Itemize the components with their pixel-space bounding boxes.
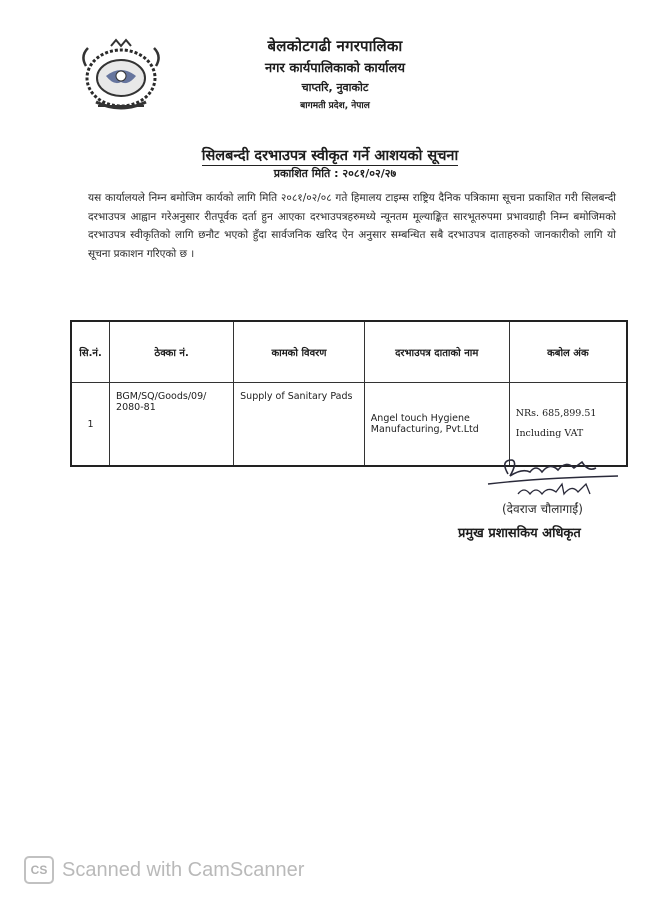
cell-description: Supply of Sanitary Pads <box>234 383 365 467</box>
published-date: प्रकाशित मिति : २०८१/०२/२७ <box>273 167 397 180</box>
notice-body: यस कार्यालयले निम्न बमोजिम कार्यको लागि मिति २०८१/०२/०८ गते हिमालय टाइम्स राष्ट्रिय दैनिक पत्रिकामा सूचना प्रकाशित गरी सिलबन्दी दरभाउपत्र आह्वान गरेअनुसार रीतपूर्वक दर्ता हुन आएका दरभाउपत्रहरुमध्ये न्यूनतम मूल्याङ्कित सारभूतरुपमा प्रभावग्राही निम्न बमोजिमको दरभाउपत्र स्वीकृतिको लागि छनौट भएको हुँदा सार्वजनिक खरिद ऐन अनुसार सम्बन्धित सबै दरभाउपत्र दाताहरुको जानकारीको लागि यो सूचना प्रकाशन गरिएको छ । <box>88 192 616 260</box>
signatory-designation: प्रमुख प्रशासकिय अधिकृत <box>458 526 581 541</box>
col-header-amount: कबोल अंक <box>509 321 627 383</box>
amount-note: Including VAT <box>515 428 584 439</box>
municipality-name: बेलकोटगढी नगरपालिका <box>267 37 403 55</box>
camscanner-logo-icon: CS <box>24 856 54 884</box>
province-name: बागमती प्रदेश, नेपाल <box>300 101 370 111</box>
col-header-sn: सि.नं. <box>71 321 110 383</box>
office-address: चाप्तरि, नुवाकोट <box>301 81 369 94</box>
camscanner-watermark <box>24 856 304 884</box>
bid-table <box>70 320 628 467</box>
notice-title <box>150 145 510 165</box>
col-header-description: कामको विवरण <box>234 321 365 383</box>
nepal-emblem-icon <box>76 36 166 114</box>
cell-bidder: Angel touch Hygiene Manufacturing, Pvt.Ltd <box>364 383 509 467</box>
table-header-row <box>71 321 627 383</box>
notice-title-text: सिलबन्दी दरभाउपत्र स्वीकृत गर्ने आशयको सूचना <box>201 148 459 164</box>
cell-contract-no: BGM/SQ/Goods/09/ 2080-81 <box>110 383 234 467</box>
col-header-bidder: दरभाउपत्र दाताको नाम <box>364 321 509 383</box>
amount-value: NRs. 685,899.51 <box>515 408 597 419</box>
office-name: नगर कार्यपालिकाको कार्यालय <box>264 61 406 76</box>
watermark-text: Scanned with CamScanner <box>62 858 305 881</box>
cell-sn: 1 <box>71 383 110 467</box>
signatory-name: (देवराज चौलागाईं) <box>502 502 583 516</box>
col-header-contract-no: ठेक्का नं. <box>110 321 234 383</box>
